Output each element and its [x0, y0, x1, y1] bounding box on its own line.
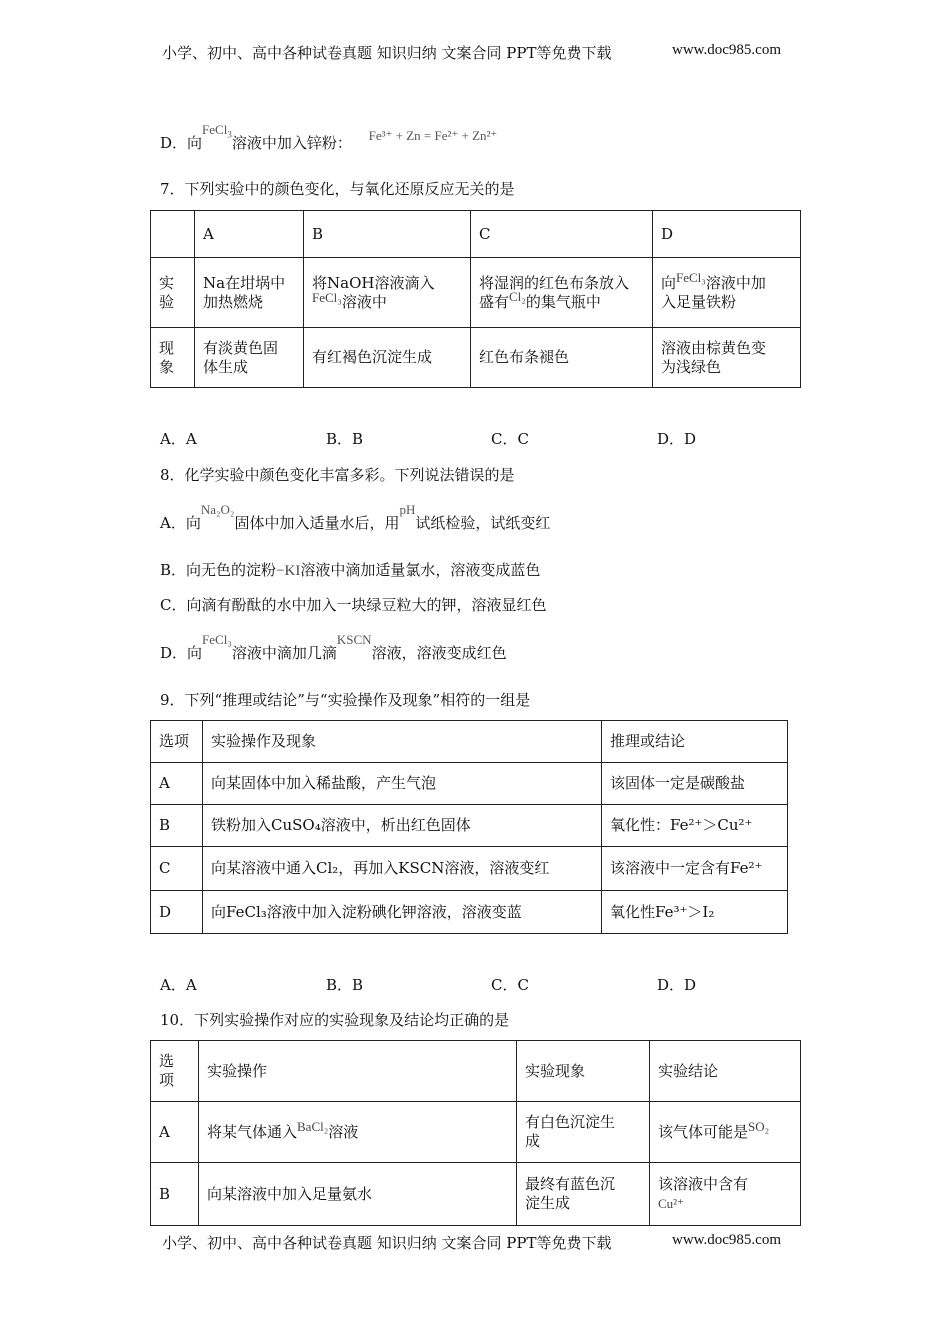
q7-header-a: A [195, 211, 304, 258]
q9-option-d: D．D [657, 976, 697, 994]
q7-cell-d-experiment: 向FeCl₃溶液中加 入足量铁粉 [653, 258, 801, 328]
q7-table [150, 210, 801, 388]
table-row: B 铁粉加入CuSO₄溶液中，析出红色固体 氧化性：Fe²⁺＞Cu²⁺ [151, 805, 788, 847]
q9-table [150, 720, 788, 934]
q7-option-a: A．A [160, 430, 197, 448]
q9-stem: 9．下列“推理或结论”与“实验操作及现象”相符的一组是 [160, 691, 531, 709]
q7-row-experiment-label: 实 验 [151, 258, 195, 328]
q7-option-b: B．B [326, 430, 364, 448]
q8-option-b: B．向无色的淀粉−KI溶液中滴加适量氯水，溶液变成蓝色 [160, 561, 541, 579]
q7-stem: 7．下列实验中的颜色变化，与氧化还原反应无关的是 [160, 180, 515, 198]
q6-option-d: D．向FeCl$_3$溶液中加入锌粉： Fe³⁺ + Zn = Fe²⁺ + Zn²⁺ [160, 122, 498, 152]
q9-header-operation: 实验操作及现象 [203, 721, 602, 763]
q10-header-operation: 实验操作 [199, 1041, 517, 1102]
q10-header-phenomenon: 实验现象 [517, 1041, 650, 1102]
q7-cell-a-phenomenon: 有淡黄色固 体生成 [195, 328, 304, 388]
q7-cell-a-experiment: Na在坩埚中 加热燃烧 [195, 258, 304, 328]
q7-cell-b-phenomenon: 有红褐色沉淀生成 [304, 328, 471, 388]
q7-cell-c-phenomenon: 红色布条褪色 [471, 328, 653, 388]
q8-stem: 8．化学实验中颜色变化丰富多彩。下列说法错误的是 [160, 466, 515, 484]
table-row: A 将某气体通入BaCl₂溶液 有白色沉淀生 成 该气体可能是SO₂ [151, 1102, 801, 1163]
q7-cell-d-phenomenon: 溶液由棕黄色变 为浅绿色 [653, 328, 801, 388]
q10-stem: 10．下列实验操作对应的实验现象及结论均正确的是 [160, 1011, 510, 1029]
q8-option-d: D．向FeCl₃溶液中滴加几滴KSCN溶液，溶液变成红色 [160, 632, 507, 662]
q10-table [150, 1040, 801, 1226]
q8-option-c: C．向滴有酚酞的水中加入一块绿豆粒大的钾，溶液显红色 [160, 596, 547, 614]
q9-option-a: A．A [160, 976, 197, 994]
table-row: B 向某溶液中加入足量氨水 最终有蓝色沉 淀生成 该溶液中含有 Cu²⁺ [151, 1163, 801, 1226]
q7-corner [151, 211, 195, 258]
q10-header-option: 选 项 [151, 1041, 199, 1102]
q7-option-c: C．C [491, 430, 529, 448]
q7-option-d: D．D [657, 430, 697, 448]
q9-option-c: C．C [491, 976, 529, 994]
q9-header-conclusion: 推理或结论 [602, 721, 788, 763]
q7-header-c: C [471, 211, 653, 258]
table-row: D 向FeCl₃溶液中加入淀粉碘化钾溶液，溶液变蓝 氧化性Fe³⁺＞I₂ [151, 891, 788, 934]
q9-option-b: B．B [326, 976, 364, 994]
q7-cell-b-experiment: 将NaOH溶液滴入 FeCl₃溶液中 [304, 258, 471, 328]
q9-header-option: 选项 [151, 721, 203, 763]
q8-option-a: A．向Na₂O₂固体中加入适量水后，用pH试纸检验，试纸变红 [160, 502, 551, 532]
q7-header-b: B [304, 211, 471, 258]
q7-cell-c-experiment: 将湿润的红色布条放入 盛有Cl₂的集气瓶中 [471, 258, 653, 328]
table-row: C 向某溶液中通入Cl₂，再加入KSCN溶液，溶液变红 该溶液中一定含有Fe²⁺ [151, 847, 788, 891]
q7-row-phenomenon-label: 现 象 [151, 328, 195, 388]
table-row: A 向某固体中加入稀盐酸，产生气泡 该固体一定是碳酸盐 [151, 763, 788, 805]
header-url[interactable]: www.doc985.com [672, 42, 782, 58]
q10-header-conclusion: 实验结论 [650, 1041, 801, 1102]
q6d-equation: Fe³⁺ + Zn = Fe²⁺ + Zn²⁺ [368, 128, 498, 143]
footer-text: 小学、初中、高中各种试卷真题 知识归纳 文案合同 PPT等免费下载 [162, 1234, 612, 1252]
header-text: 小学、初中、高中各种试卷真题 知识归纳 文案合同 PPT等免费下载 [162, 44, 612, 62]
footer-url[interactable]: www.doc985.com [672, 1232, 782, 1248]
q7-header-d: D [653, 211, 801, 258]
fecl3-formula: FeCl$_3$ [202, 122, 232, 140]
